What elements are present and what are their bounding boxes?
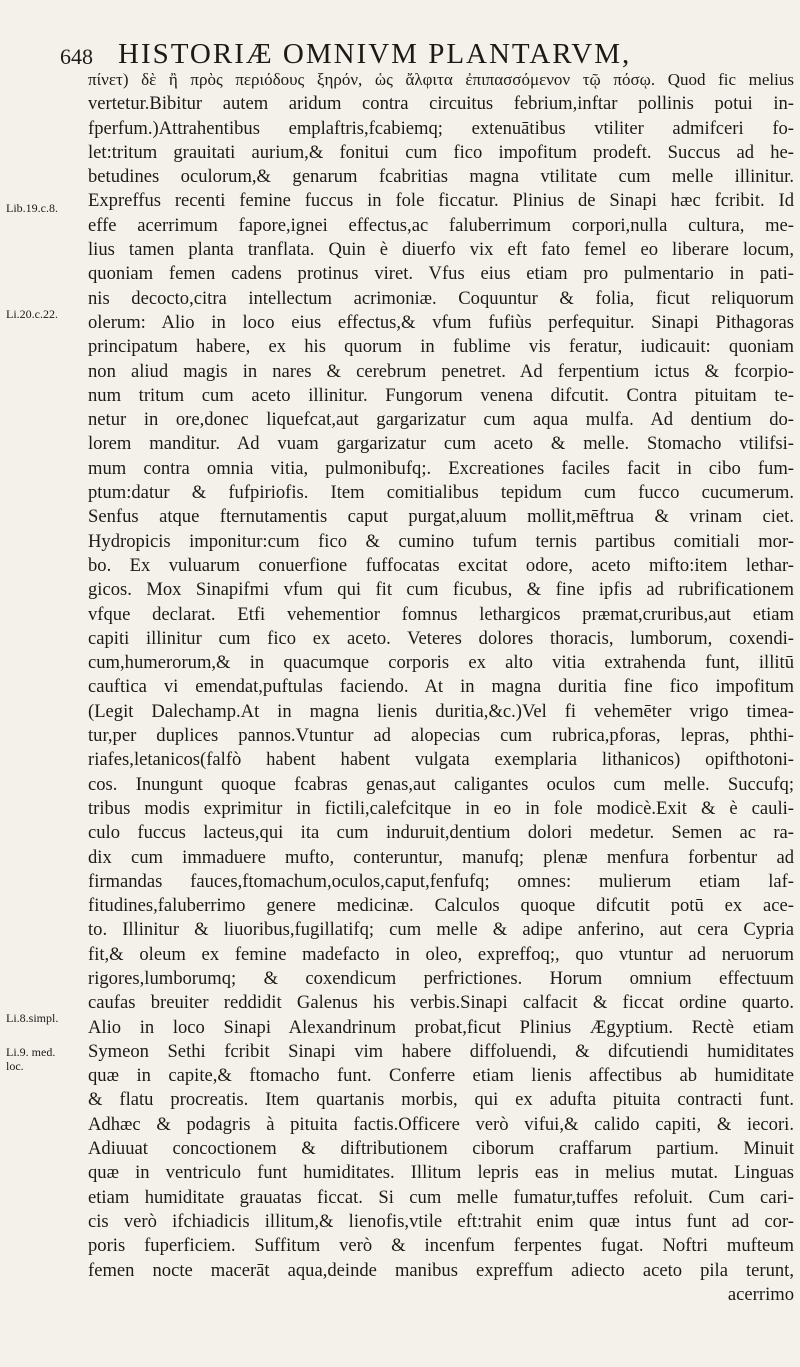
- text-line: capiti illinitur cum fico ex aceto. Veteres dolores thoracis, lumborum, coxendi-: [88, 627, 794, 649]
- text-line: πίνετ) δὲ ἢ πρὸς περιόδους ξηρόν, ὡς ἄλφιτα ἐπιπασσόμενον τῷ πόσῳ. Quod fic melius: [88, 70, 794, 89]
- text-line: cos. Inungunt quoque fcabras genas,aut caligantes oculos cum melle. Succufq;: [88, 773, 794, 795]
- text-line: rigores,lumborumq; & coxendicum perfrictiones. Horum omnium effectuum: [88, 967, 794, 989]
- text-line: nis decocto,citra intellectum acrimoniæ. Coquuntur & folia, ficut reliquorum: [88, 287, 794, 309]
- text-line: lius tamen planta tranflata. Quin è diuerfo vix eft fato femel eo liberare locum,: [88, 239, 794, 261]
- text-line: dix cum immaduere mufto, conteruntur, manufq; plenæ menfura forbentur ad: [88, 846, 794, 868]
- text-line: quoniam femen cadens protinus viret. Vfus eius etiam pro pulmentario in pati-: [88, 263, 794, 285]
- text-line: num tritum cum aceto illinitur. Fungorum venena difcutit. Contra pituitam te-: [88, 384, 794, 406]
- text-line: femen nocte macerāt aqua,deinde manibus expreffum adiecto aceto pila terunt,: [88, 1259, 794, 1281]
- margin-note: Li.20.c.22.: [6, 307, 58, 321]
- page-number: 648: [60, 44, 93, 69]
- text-line: betudines oculorum,& genarum fcabritias magna vtilitate cum melle illinitur.: [88, 166, 794, 188]
- margin-note: Li.9. med. loc.: [6, 1045, 56, 1073]
- text-line: acerrimo: [727, 1283, 794, 1305]
- text-line: to. Illinitur & liuoribus,fugillatifq; cum melle & adipe anferino, aut cera Cypria: [88, 919, 794, 941]
- text-line: caufas breuiter reddidit Galenus his verbis.Sinapi calfacit & ficcat ordine quarto.: [88, 992, 794, 1014]
- body-text: [88, 68, 794, 1307]
- text-line: fitudines,faluberrimo genere medicinæ. Calculos quoque difcutit potū ex ace-: [88, 895, 794, 917]
- text-line: effe acerrimum fapore,ignei effectus,ac faluberrimum corpori,nulla cultura, me-: [88, 214, 794, 236]
- text-line: Symeon Sethi fcribit Sinapi vim habere diffoluendi, & difcutiendi humiditates: [88, 1040, 794, 1062]
- text-line: tur,per duplices pannos.Vtuntur ad alopecias cum rubrica,pforas, lepras, phthi-: [88, 725, 794, 747]
- text-line: quæ in capite,& ftomacho funt. Conferre etiam lienis affectibus ab humiditate: [88, 1065, 794, 1087]
- margin-note: Lib.19.c.8.: [6, 201, 58, 215]
- text-line: etiam humiditate grauatas ficcat. Si cum melle fumatur,tuffes refoluit. Cum cari-: [88, 1186, 794, 1208]
- text-line: Adiuuat concoctionem & diftributionem ciborum craffarum partium. Minuit: [88, 1138, 794, 1160]
- text-line: vfque declarat. Etfi vehementior fomnus lethargicos præmat,cruribus,aut etiam: [88, 603, 794, 625]
- text-line: olerum: Alio in loco eius effectus,& vfum fufiùs perfequitur. Sinapi Pithagoras: [88, 311, 794, 333]
- text-line: ptum:datur & fufpiriofis. Item comitialibus tepidum cum fucco cucumerum.: [88, 482, 794, 504]
- text-line: Senfus atque fternutamentis caput purgat,aluum mollit,mēftrua & vrinam ciet.: [88, 506, 794, 528]
- text-line: quæ in ventriculo funt humiditates. Illitum lepris eas in melius mutat. Linguas: [88, 1162, 794, 1184]
- text-line: gicos. Mox Sinapifmi vfum qui fit cum ficubus, & fine ipfis ad rubrificationem: [88, 579, 794, 601]
- text-line: mum contra omnia vitia, pulmonibufq;. Excreationes faciles facit in cibo fum-: [88, 457, 794, 479]
- text-line: tribus modis exprimitur in fictili,calefcitque in eo in fole modicè.Exit & è cauli-: [88, 797, 794, 819]
- text-line: cauftica vi emendat,puftulas faciendo. At in magna duritia fine fico impofitum: [88, 676, 794, 698]
- text-line: Adhæc & podagris à pituita factis.Officere verò vifui,& calido capiti, & iecori.: [88, 1113, 794, 1135]
- text-line: Expreffus recenti femine fuccus in fole ficcatur. Plinius de Sinapi hæc fcribit. Id: [88, 190, 794, 212]
- text-line: culo fuccus lacteus,qui ita cum induruit,dentium dolori medetur. Semen ac ra-: [88, 822, 794, 844]
- text-line: cum,humerorum,& in quacumque corporis ex alto vitia extrahenda funt, illitū: [88, 652, 794, 674]
- text-line: fit,& oleum ex femine madefacto in oleo, expreffoq;, quo vtuntur ad neruorum: [88, 943, 794, 965]
- text-line: poris fuperficiem. Suffitum verò & incenfum ferpentes fugat. Noftri mufteum: [88, 1235, 794, 1257]
- text-line: (Legit Dalechamp.At in magna lienis duritia,&c.)Vel fi vehemēter vrigo timea-: [88, 700, 794, 722]
- text-line: vertetur.Bibitur autem aridum contra circuitus febrium,inftar pollinis potui in-: [88, 93, 794, 115]
- text-line: netur in ore,donec liquefcat,aut gargarizatur cum aqua mulfa. Ad dentium do-: [88, 409, 794, 431]
- margin-note: Li.8.simpl.: [6, 1011, 59, 1025]
- text-line: let:tritum grauitati aurium,& fonitui cum fico impofitum prodeft. Succus ad he-: [88, 141, 794, 163]
- text-line: principatum habere, ex his quorum in fublime vis feratur, iudicauit: quoniam: [88, 336, 794, 358]
- text-line: fperfum.)Attrahentibus emplaftris,fcabiemq; extenuātibus vtiliter admifceri fo-: [88, 117, 794, 139]
- text-line: cis verò ifchiadicis illitum,& lienofis,vtile eft:trahit enim quæ intus funt ad cor-: [88, 1210, 794, 1232]
- text-line: & flatu procreatis. Item quartanis morbis, qui ex adufta pituita contracti funt.: [88, 1089, 794, 1111]
- text-line: bo. Ex vuluarum conuerfione fuffocatas excitat odore, aceto mifto:item lethar-: [88, 554, 794, 576]
- text-line: Alio in loco Sinapi Alexandrinum probat,ficut Plinius Ægyptium. Rectè etiam: [88, 1016, 794, 1038]
- running-head: HISTORIÆ OMNIVM PLANTARVM,: [118, 38, 632, 70]
- text-line: lorem manditur. Ad vuam gargarizatur cum aceto & melle. Stomacho vtilifsi-: [88, 433, 794, 455]
- text-line: non aliud magis in nares & cerebrum penetret. Ad ferpentium ictus & fcorpio-: [88, 360, 794, 382]
- text-line: riafes,letanicos(falfò habent habent vulgata exemplaria lithanicos) opifthotoni-: [88, 749, 794, 771]
- text-line: Hydropicis imponitur:cum fico & cumino tufum ternis partibus comitiali mor-: [88, 530, 794, 552]
- text-line: firmandas fauces,ftomachum,oculos,caput,fenfufq; omnes: mulierum etiam laf-: [88, 870, 794, 892]
